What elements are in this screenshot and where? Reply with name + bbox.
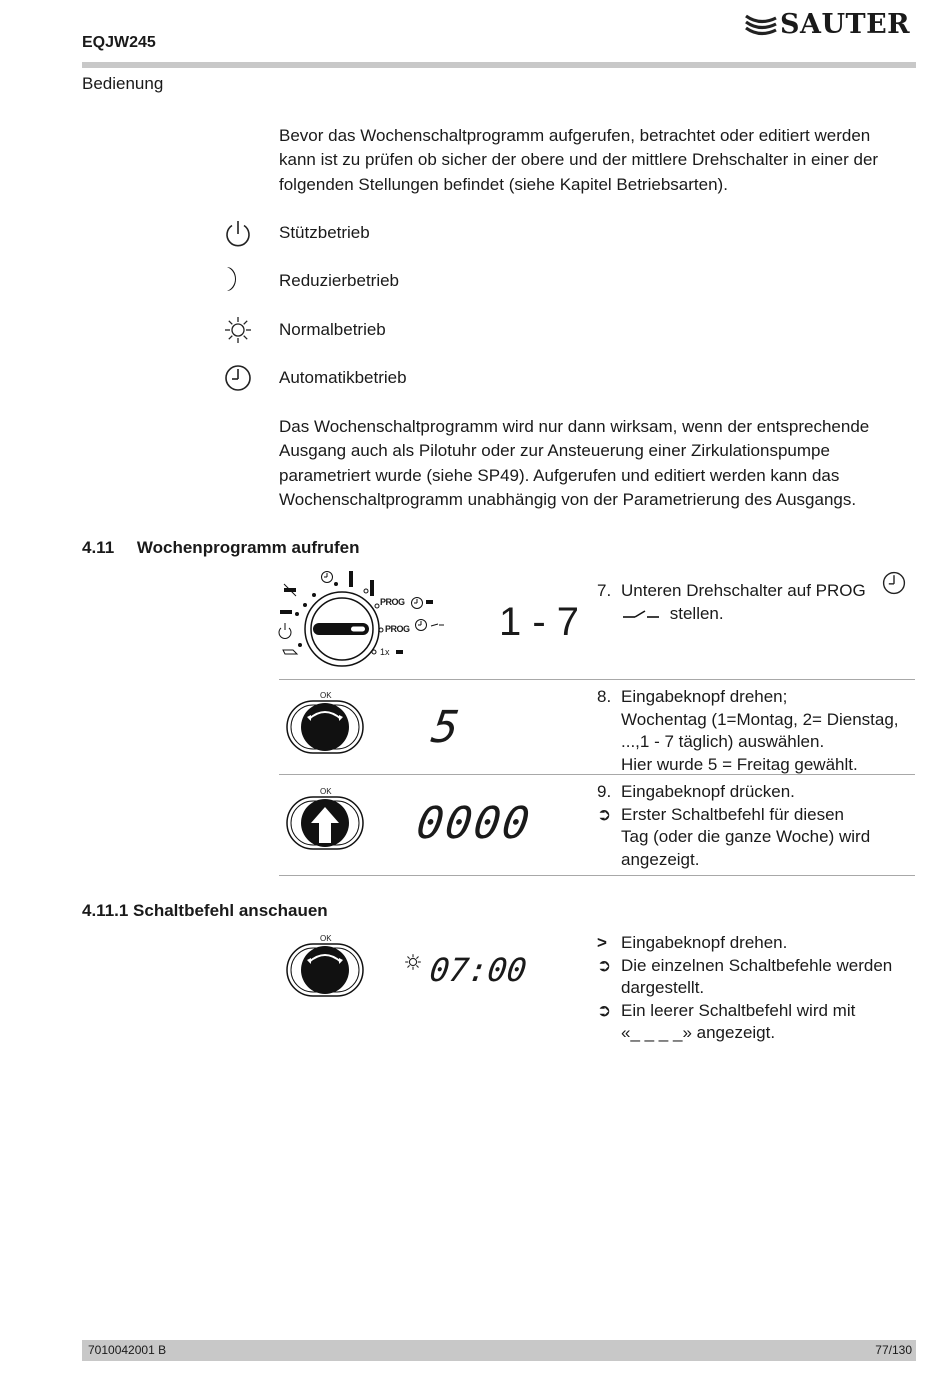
step-text xyxy=(621,686,921,776)
knob-turn-illustration xyxy=(285,932,365,1000)
display-weekday: 5 xyxy=(428,702,463,753)
result-line: Ein leerer Schaltbefehl wird mit xyxy=(621,1000,856,1020)
sun-icon xyxy=(404,953,422,971)
step-8-line: ...,1 - 7 täglich) auswählen. xyxy=(621,732,825,751)
sauter-logo xyxy=(744,10,920,40)
step-8-line: Hier wurde 5 = Freitag gewählt. xyxy=(621,754,858,774)
step-9-result xyxy=(621,804,921,872)
intro-paragraph: Bevor das Wochenschaltprogramm aufgerufen, betrachtet oder editiert werden kann ist zu prüfen ob sicher der obere und der mittlere Drehschalter in einer der folgenden Stellungen befindet (siehe Kapitel Betriebsarten). xyxy=(279,126,879,194)
document-id: EQJW245 xyxy=(82,34,156,51)
press-knob-icon xyxy=(285,785,365,853)
page-number: 77/130 xyxy=(875,1343,912,1357)
section-title: Wochenprogramm aufrufen xyxy=(136,538,360,557)
rotate-knob-icon xyxy=(285,932,365,1000)
knob-label: OK xyxy=(320,787,332,796)
sun-icon xyxy=(223,315,253,345)
action-marker: > xyxy=(597,933,607,952)
rotary-switch-graphic xyxy=(276,566,456,670)
knob-label: OK xyxy=(320,691,332,700)
step-number: 8. xyxy=(597,687,612,706)
step-text xyxy=(621,781,921,804)
step-9-line: Eingabeknopf drücken. xyxy=(621,782,795,801)
display-switch-command: 0000 xyxy=(413,798,535,849)
dial-label-once: 1x xyxy=(380,647,390,657)
divider xyxy=(279,875,915,876)
mode-label-normal: Normalbetrieb xyxy=(279,320,386,339)
result-text xyxy=(621,1000,921,1045)
instruction-line: Eingabeknopf drehen. xyxy=(621,933,788,952)
result-line: «_ _ _ _» angezeigt. xyxy=(621,1023,776,1042)
step-7 xyxy=(597,580,917,628)
knob-press-illustration xyxy=(285,785,365,853)
result-arrow-icon: ➲ xyxy=(597,955,612,975)
sauter-logo-mark xyxy=(744,10,780,40)
mode-label-reduced: Reduzierbetrieb xyxy=(279,271,400,290)
result-arrow-icon: ➲ xyxy=(597,1000,612,1020)
step-8-line: Eingabeknopf drehen; xyxy=(621,687,788,706)
document-number: 7010042001 B xyxy=(88,1343,167,1357)
step-8 xyxy=(597,686,917,778)
step-7-text-a: Unteren Drehschalter auf PROG xyxy=(621,581,866,600)
step-number: 7. xyxy=(597,581,612,600)
section-number: 4.11 xyxy=(82,538,115,557)
step-9-result-line: Tag (oder die ganze Woche) wird xyxy=(621,827,871,846)
standby-icon xyxy=(223,219,253,249)
clock-icon xyxy=(223,363,253,393)
divider xyxy=(279,774,915,775)
moon-icon xyxy=(223,265,253,295)
display-time: 07:00 xyxy=(427,951,529,989)
section-heading-4-11-1: 4.11.1 Schaltbefehl anschauen xyxy=(82,901,328,920)
mode-label-standby: Stützbetrieb xyxy=(279,223,370,242)
result-line: dargestellt. xyxy=(621,978,705,997)
section-heading-4-11 xyxy=(82,538,359,558)
note-paragraph: Das Wochenschaltprogramm wird nur dann wirksam, wenn der entsprechende Ausgang auch als Pilotuhr oder zur Ansteuerung einer Zirkulationspumpe parametriert wurde (siehe SP49). Aufgerufen und editiert werden kann das Wochenschaltprogramm unabhängig von der Parametrierung des Ausgangs. xyxy=(279,417,870,509)
step-9 xyxy=(597,781,917,873)
display-day-range: 1 - 7 xyxy=(499,600,580,644)
switch-contact-icon xyxy=(621,608,665,620)
dial-label-prog-lower: PROG xyxy=(385,624,410,634)
section-label: Bedienung xyxy=(82,74,164,93)
result-text xyxy=(621,955,921,1000)
divider xyxy=(279,679,915,680)
clock-icon xyxy=(881,570,907,596)
footer-bar xyxy=(82,1340,916,1361)
step-9-result-line: Erster Schaltbefehl für diesen xyxy=(621,804,845,824)
dial-label-prog-upper: PROG xyxy=(380,597,405,607)
result-line: Die einzelnen Schaltbefehle werden xyxy=(621,955,893,975)
step-number: 9. xyxy=(597,782,612,801)
mode-label-automatic: Automatikbetrieb xyxy=(279,368,407,387)
result-arrow-icon: ➲ xyxy=(597,804,612,824)
brand-name: SAUTER xyxy=(780,9,911,40)
step-9-result-line: angezeigt. xyxy=(621,849,700,869)
rotate-knob-icon xyxy=(285,689,365,757)
knob-turn-illustration xyxy=(285,689,365,757)
step-7-text-b: stellen. xyxy=(669,603,724,623)
rotary-switch-diagram xyxy=(276,566,456,670)
step-text xyxy=(621,580,921,625)
view-instructions xyxy=(597,932,917,1044)
knob-label: OK xyxy=(320,934,332,943)
step-8-line: Wochentag (1=Montag, 2= Dienstag, xyxy=(621,709,899,729)
header-divider xyxy=(82,62,916,68)
